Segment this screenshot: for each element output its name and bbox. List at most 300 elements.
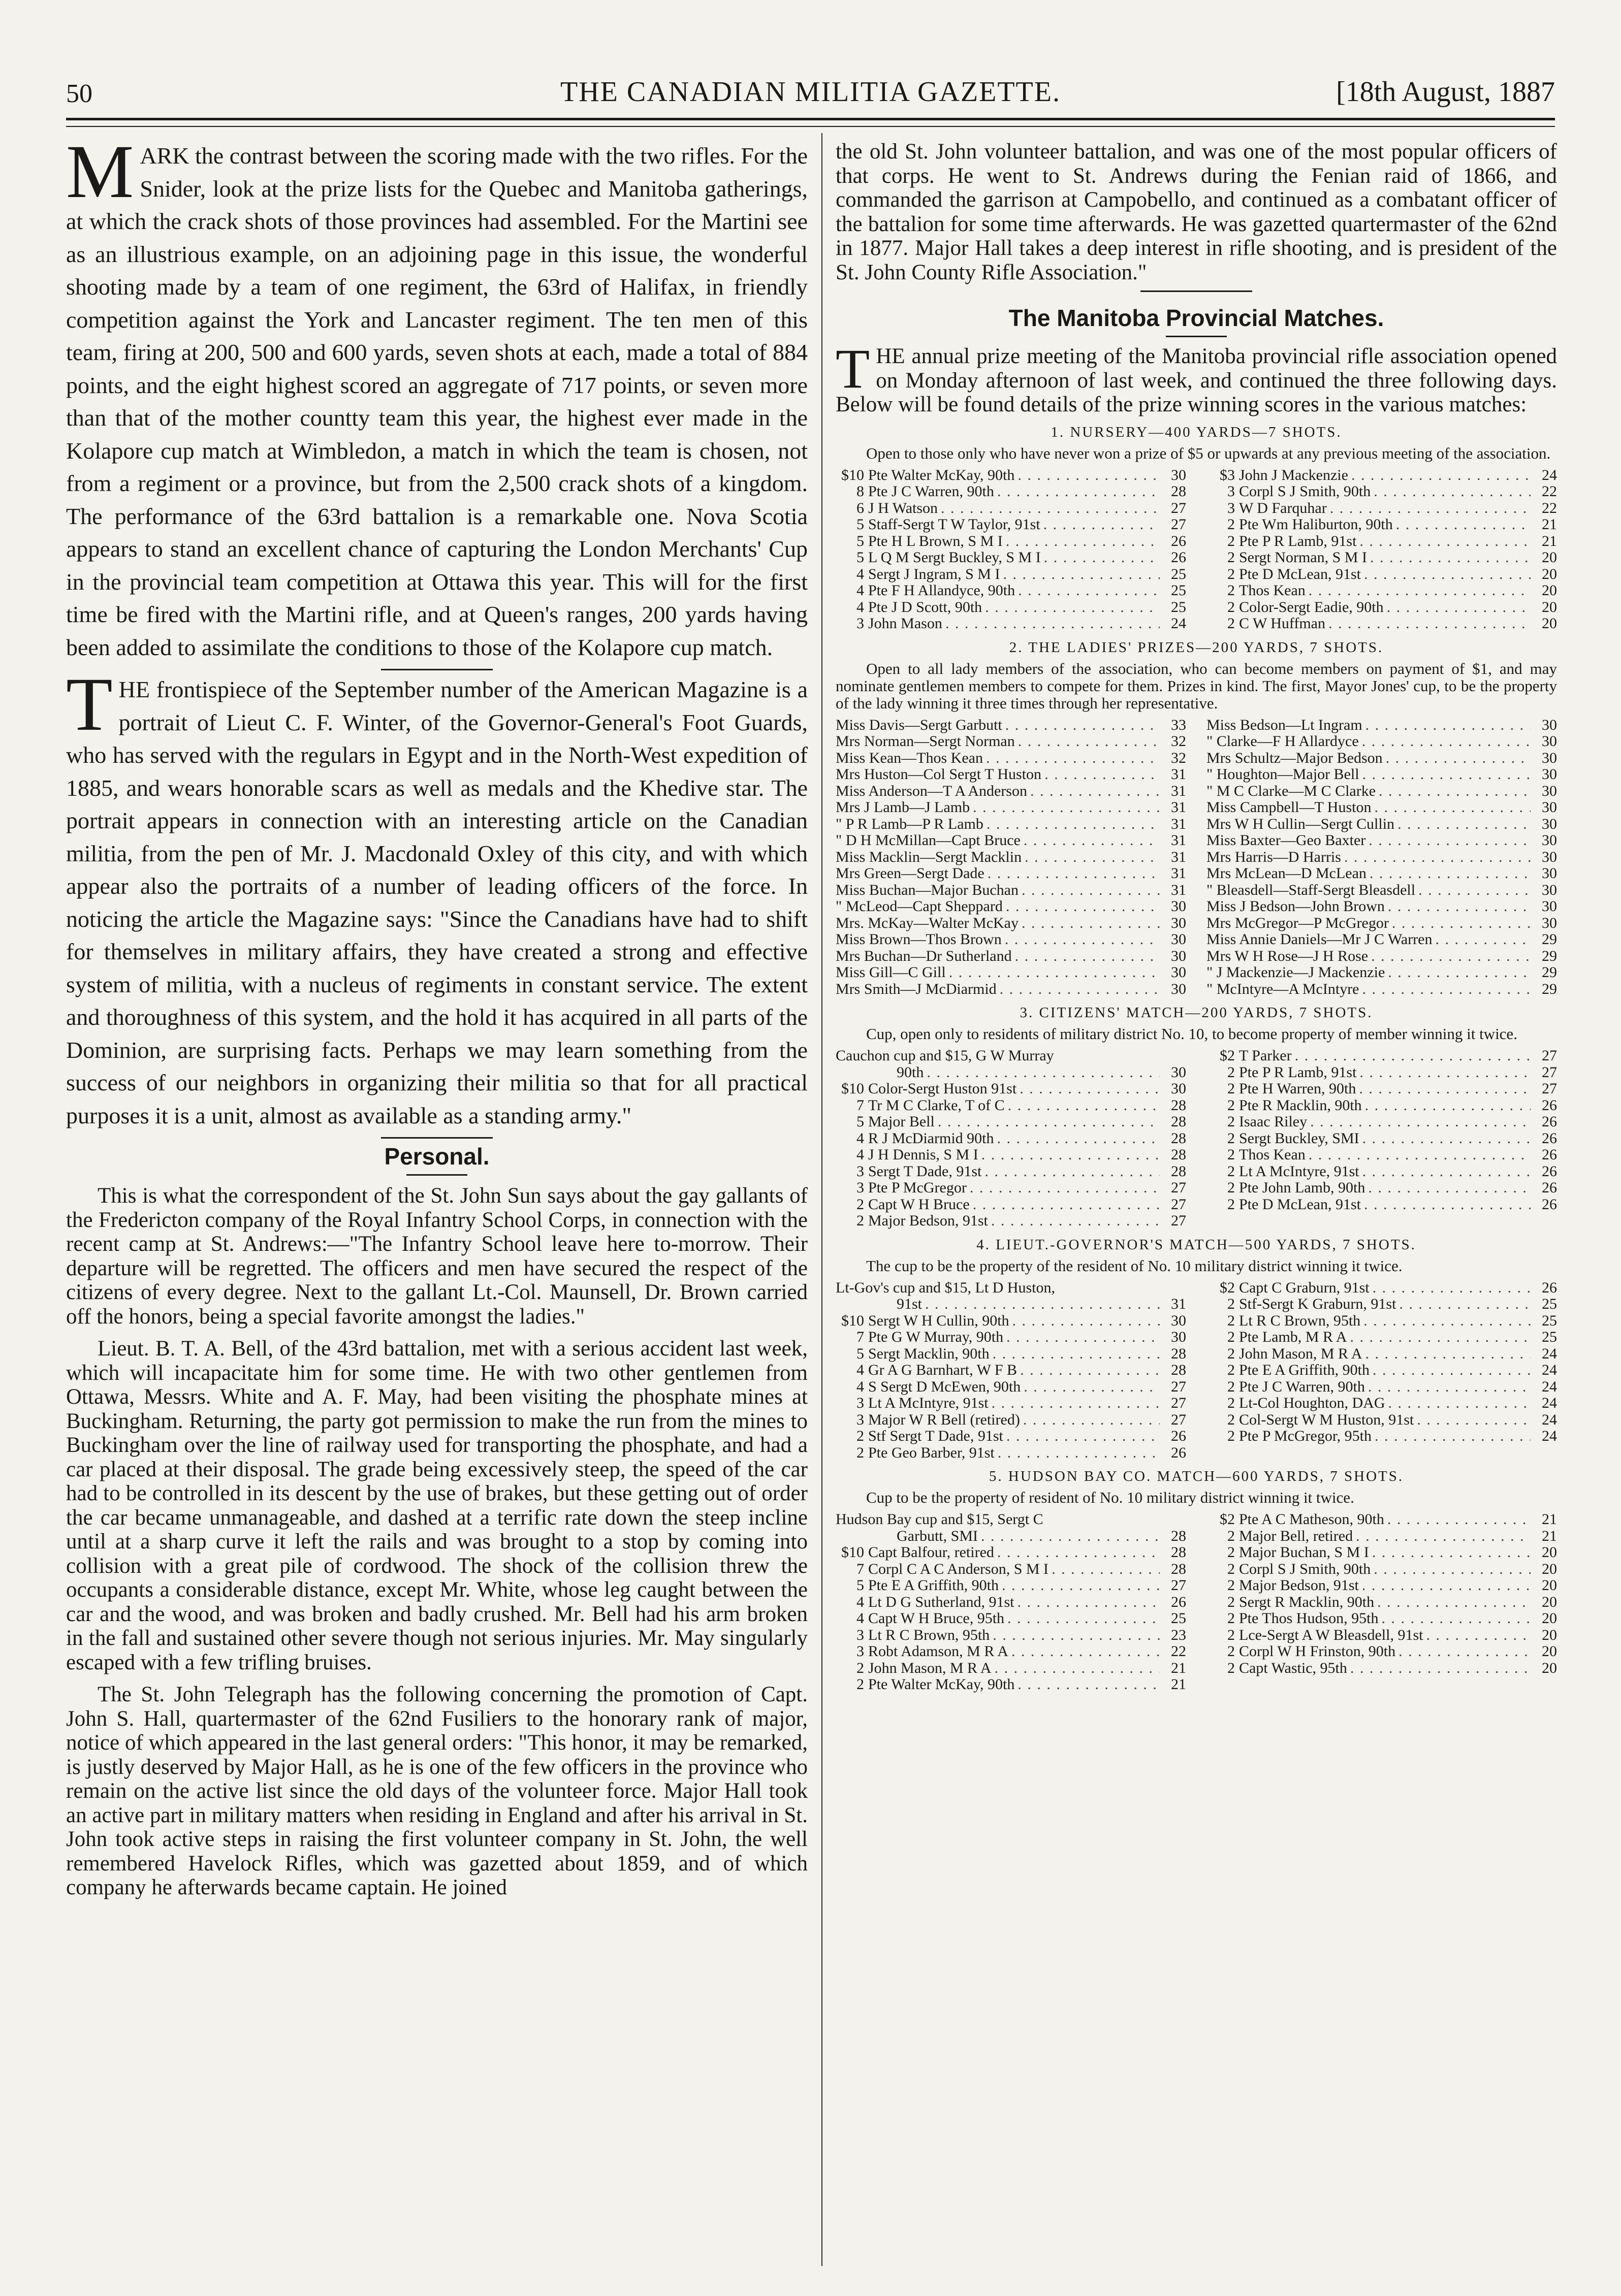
section-rule (1166, 336, 1227, 337)
result-row (836, 1329, 1186, 1346)
leader-dots (1362, 1163, 1531, 1180)
personal-hall-promotion: The St. John Telegraph has the following concerning the promotion of Capt. John S. Hall, quartermaster of the 62nd Fusiliers to the honorary rank of major, notice of which appeared in the last general orders: "This honor, it may be remarked, is justly deserved by Major Hall, as he is one of the few officers in the province who remain on the active list since the old days of the volunteer force. Major Hall took an active part in military matters when residing in England and after his arrival in St. John took active steps in raising the first volunteer company in St. John, the well remembered Havelock Rifles, which was gazetted about 1859, and of which company he afterwards became captain. He joined (66, 1683, 808, 1899)
leader-dots (1417, 1412, 1531, 1429)
editorial-magazine: THE frontispiece of the September number of the American Magazine is a portrait of Lieut C. F. Winter, of the Governor-General's Foot Guards, who has served with the regulars in Egypt and in the North-West expedition of 1885, and wears honorable scars as well as medals and the Khedive star. The portrait appears in connection with an interesting article on the Canadian militia, from the pen of Mr. J. Macdonald Oxley of this city, and with which appear also the portraits of a number of leading officers of the force. In noticing the article the Magazine says: "Since the Canadians have had to shift for themselves in military affairs, they have created a strong and effective system of militia, with a nucleus of regiments in constant service. The extent and thoroughness of this system, and the hold it has acquired in all parts of the Dominion, are surprising facts. Perhaps we may learn something from the success of our neighbors in organizing their militia so that for all practical purposes it is a unit, almost as available as a standing army." (66, 662, 808, 1128)
match-1-desc: Open to those only who have never won a prize of $5 or upwards at any previous meeting of the association. (866, 444, 1551, 462)
score: 24 (1542, 1428, 1557, 1444)
leader-dots (1374, 483, 1531, 500)
results-left (836, 1048, 1186, 1230)
leader-dots (1387, 599, 1531, 616)
score: 31 (1171, 865, 1186, 882)
prize-amount: 2 (1227, 1080, 1235, 1097)
leader-dots (970, 1180, 1160, 1196)
result-row (836, 1097, 1186, 1114)
leader-dots (1364, 1196, 1531, 1213)
prize-amount: 5 (856, 1113, 864, 1130)
prize-amount: 3 (856, 1162, 864, 1180)
result-row: Garbutt, SMI . . . 28 (836, 1528, 1186, 1545)
prize-amount: 6 (856, 499, 864, 516)
competitor-name: Mrs McLean—D McLean (1206, 865, 1366, 882)
result-row (836, 948, 1186, 965)
score: 24 (1542, 1378, 1557, 1395)
result-row (1206, 799, 1557, 816)
result-row (1206, 467, 1557, 484)
prize-amount: 3 (856, 1626, 864, 1643)
result-row (1206, 948, 1557, 965)
leader-dots (1005, 717, 1160, 734)
score: 27 (1542, 1047, 1557, 1064)
score: 28 (1171, 1113, 1186, 1130)
result-row (836, 1561, 1186, 1578)
prize-amount: 2 (1227, 1179, 1235, 1196)
score: 27 (1171, 1411, 1186, 1428)
leader-dots (987, 816, 1160, 833)
leader-dots (1008, 1097, 1160, 1114)
score: 22 (1171, 1643, 1186, 1660)
leader-dots (1388, 898, 1531, 915)
section-rule (1140, 290, 1252, 292)
competitor-name: " Clarke—F H Allardyce (1206, 733, 1359, 750)
competitor-name: Mrs J Lamb—J Lamb (836, 799, 970, 816)
result-row (1206, 1511, 1557, 1528)
result-row (1206, 882, 1557, 899)
leader-dots (1000, 981, 1160, 998)
score: 28 (1171, 1362, 1186, 1378)
score: 27 (1171, 1212, 1186, 1229)
competitor-name: Pte H Warren, 90th (1239, 1080, 1356, 1097)
result-row (836, 1445, 1186, 1462)
leader-dots (1044, 766, 1160, 783)
competitor-name: Major W R Bell (retired) (868, 1411, 1020, 1428)
leader-dots (973, 799, 1160, 816)
leader-dots (991, 1213, 1160, 1230)
score: 23 (1171, 1626, 1186, 1643)
score: 24 (1171, 615, 1186, 632)
result-row (836, 783, 1186, 800)
result-row (1206, 931, 1557, 948)
leader-dots (1373, 1362, 1531, 1379)
competitor-name: Major Buchan, S M I (1239, 1544, 1369, 1561)
competitor-name: Corpl S J Smith, 90th (1239, 1560, 1371, 1577)
score: 31 (1171, 782, 1186, 799)
result-row (836, 1676, 1186, 1693)
result-row (836, 1114, 1186, 1130)
prize-amount: 4 (856, 582, 864, 599)
competitor-name: " McLeod—Capt Sheppard (836, 898, 1003, 915)
leader-dots (1309, 1147, 1531, 1163)
result-row (1206, 1528, 1557, 1545)
prize-amount: 2 (1227, 565, 1235, 583)
competitor-name: Pte J C Warren, 90th (868, 483, 994, 500)
left-column (66, 130, 808, 1900)
competitor-name: Miss Davis—Sergt Garbutt (836, 716, 1002, 733)
competitor-name: Pte Walter McKay, 90th (868, 1676, 1015, 1693)
score: 33 (1171, 716, 1186, 733)
leader-dots (985, 599, 1160, 616)
leader-dots (1387, 1511, 1531, 1528)
score: 26 (1542, 1195, 1557, 1213)
result-row (836, 898, 1186, 915)
section-rule (406, 1174, 467, 1176)
prize-amount: 7 (856, 1560, 864, 1577)
competitor-name: John Mason, M R A (868, 1659, 992, 1676)
leader-dots (1011, 1643, 1160, 1660)
leader-dots (1018, 1676, 1160, 1693)
score: 20 (1542, 1659, 1557, 1676)
competitor-name: Sergt W H Cullin, 90th (868, 1312, 1009, 1329)
result-row (1206, 1379, 1557, 1396)
competitor-name: Major Bedson, 91st (1239, 1577, 1359, 1594)
prize-amount: 5 (856, 549, 864, 566)
competitor-name: Sergt Norman, S M I (1239, 549, 1367, 566)
prize-amount: 3 (856, 1643, 864, 1660)
score: 26 (1542, 1113, 1557, 1130)
competitor-name: Pte Lamb, M R A (1239, 1329, 1347, 1345)
results-left (836, 717, 1186, 998)
competitor-name: Lt R C Brown, 95th (1239, 1312, 1361, 1329)
score: 25 (1171, 1610, 1186, 1627)
leader-dots (1418, 882, 1531, 899)
score: 30 (1542, 898, 1557, 915)
result-row (836, 1180, 1186, 1196)
personal-infantry-school: This is what the correspondent of the St. John Sun says about the gay gallants of the Fredericton company of the Royal Infantry School Corps, in connection with the recent camp at St. Andrews:—"The Infantry School leave here to-morrow. Their departure will be regretted. The officers and men have secured the respect of the citizens of every degree. Next to the gallant Lt.-Col. Maunsell, Dr. Brown carried off the honors, being a special favorite amongst the ladies." (66, 1184, 808, 1329)
competitor-name: Pte R Macklin, 90th (1239, 1096, 1362, 1114)
leader-dots (945, 616, 1160, 632)
competitor-name: Mrs Green—Sergt Dade (836, 865, 984, 882)
leader-dots (1362, 981, 1531, 998)
leader-dots (1012, 1313, 1160, 1330)
result-row (836, 1610, 1186, 1627)
result-row (1206, 1163, 1557, 1180)
competitor-name: Mrs Norman—Sergt Norman (836, 733, 1015, 750)
result-row: Cauchon cup and $15, G W Murray (836, 1047, 1054, 1064)
column-divider (821, 133, 822, 2266)
drop-cap: M (66, 130, 134, 214)
competitor-name: Major Bedson, 91st (868, 1212, 988, 1229)
score: 25 (1542, 1329, 1557, 1345)
result-row (836, 733, 1186, 750)
issue-date: [18th August, 1887 (1336, 76, 1555, 108)
competitor-name: S Sergt D McEwen, 90th (868, 1378, 1021, 1395)
competitor-name: Miss J Bedson—John Brown (1206, 898, 1385, 915)
result-row (836, 599, 1186, 616)
competitor-name: Color-Sergt Eadie, 90th (1239, 598, 1384, 616)
score: 20 (1542, 615, 1557, 632)
leader-dots (993, 1627, 1160, 1644)
competitor-name: John Mason, M R A (1239, 1345, 1362, 1362)
page-number: 50 (66, 79, 92, 108)
leader-dots (1359, 533, 1531, 550)
result-row: 91st . . . 31 (836, 1296, 1186, 1313)
competitor-name: Stf Sergt T Dade, 91st (868, 1428, 1003, 1444)
score: 25 (1171, 565, 1186, 583)
result-row (836, 1163, 1186, 1180)
result-row (1206, 1329, 1557, 1346)
prize-amount: 3 (1227, 483, 1235, 500)
competitor-name: " Houghton—Major Bell (1206, 766, 1359, 783)
results-right (1206, 1511, 1557, 1693)
leader-dots (1386, 750, 1531, 767)
result-row (836, 1395, 1186, 1412)
match-2-desc: Open to all lady members of the association, who can become members on payment of $1, and may nominate gentlemen members to compete for them. Prizes in kind. The first, Mayor Jones' cup, to be the property of the lady winning it three times through her representative. (836, 659, 1557, 712)
result-row (1206, 599, 1557, 616)
leader-dots (1371, 948, 1531, 965)
result-row (836, 1412, 1186, 1429)
score: 30 (1542, 799, 1557, 816)
prize-amount: 4 (856, 1129, 864, 1147)
score: 30 (1542, 848, 1557, 865)
leader-dots (1356, 1528, 1531, 1545)
leader-dots (1043, 516, 1160, 533)
competitor-name: " M C Clarke—M C Clarke (1206, 782, 1376, 799)
prize-amount: 2 (1227, 1643, 1235, 1660)
prize-amount: 2 (1227, 1195, 1235, 1213)
score: 24 (1542, 466, 1557, 483)
score: 29 (1542, 980, 1557, 997)
score: 20 (1542, 1577, 1557, 1594)
competitor-name: Lce-Sergt A W Bleasdell, 91st (1239, 1626, 1423, 1643)
leader-dots (986, 750, 1160, 767)
result-row (1206, 1147, 1557, 1163)
result-row (1206, 583, 1557, 599)
result-row (836, 566, 1186, 583)
leader-dots (1398, 1643, 1531, 1660)
leader-dots (1002, 1577, 1160, 1594)
result-row (836, 1660, 1186, 1677)
header-rule-thick (66, 118, 1555, 120)
match-4-title: 4. LIEUT.-GOVERNOR'S MATCH—500 YARDS, 7 SHOTS. (976, 1236, 1416, 1253)
leader-dots (1310, 1114, 1531, 1130)
result-row (1206, 1346, 1557, 1363)
result-row (836, 616, 1186, 632)
result-row (1206, 733, 1557, 750)
prize-amount: 2 (1227, 1063, 1235, 1081)
result-row (1206, 516, 1557, 533)
leader-dots (941, 500, 1160, 517)
leader-dots (1018, 583, 1160, 599)
score: 30 (1542, 716, 1557, 733)
leader-dots (1369, 832, 1531, 849)
prize-amount: 2 (1227, 1577, 1235, 1594)
result-row (836, 1428, 1186, 1445)
competitor-name: Mrs Harris—D Harris (1206, 848, 1341, 865)
section-rule (381, 1137, 493, 1139)
result-row (1206, 1362, 1557, 1379)
leader-dots (1006, 1329, 1160, 1346)
result-row (836, 483, 1186, 500)
leader-dots (1399, 1296, 1531, 1313)
competitor-name: Pte F H Allandyce, 90th (868, 582, 1015, 599)
prize-amount: 2 (1227, 1113, 1235, 1130)
score: 26 (1542, 1279, 1557, 1296)
prize-amount: 3 (856, 1179, 864, 1196)
result-row (836, 799, 1186, 816)
score: 25 (1542, 1312, 1557, 1329)
prize-amount: 2 (1227, 532, 1235, 549)
score: 21 (1542, 532, 1557, 549)
result-row (836, 1130, 1186, 1147)
prize-amount: 2 (856, 1428, 864, 1444)
result-row (1206, 1196, 1557, 1213)
result-row (1206, 533, 1557, 550)
score: 31 (1171, 799, 1186, 816)
score: 21 (1542, 1527, 1557, 1544)
prize-amount: 2 (1227, 1129, 1235, 1147)
prize-amount: $2 (1220, 1047, 1235, 1064)
prize-amount: 2 (856, 1659, 864, 1676)
leader-dots (981, 1147, 1160, 1163)
score: 27 (1171, 1395, 1186, 1411)
score: 31 (1171, 881, 1186, 898)
competitor-name: Tr M C Clarke, T of C (868, 1096, 1005, 1114)
leader-dots (984, 1163, 1160, 1180)
leader-dots (993, 1346, 1160, 1363)
score: 30 (1171, 1312, 1186, 1329)
prize-amount: 2 (1227, 1146, 1235, 1163)
competitor-name: R J McDiarmid 90th (868, 1129, 994, 1147)
competitor-name: Robt Adamson, M R A (868, 1643, 1008, 1660)
result-row (836, 1213, 1186, 1230)
result-row (1206, 750, 1557, 767)
results-right (1206, 717, 1557, 998)
competitor-name: Isaac Riley (1239, 1113, 1308, 1130)
competitor-name: C W Huffman (1239, 615, 1325, 632)
competitor-name: Sergt R Macklin, 90th (1239, 1593, 1375, 1610)
prize-amount: $3 (1220, 466, 1235, 483)
result-row (1206, 1130, 1557, 1147)
leader-dots (1018, 467, 1160, 484)
leader-dots (1006, 533, 1160, 550)
leader-dots (1362, 766, 1531, 783)
score: 30 (1171, 947, 1186, 964)
result-row (836, 1627, 1186, 1644)
score: 26 (1171, 532, 1186, 549)
score: 20 (1542, 1593, 1557, 1610)
leader-dots (1359, 1081, 1531, 1097)
prize-amount: 5 (856, 516, 864, 533)
prize-amount: 2 (1227, 1096, 1235, 1114)
section-rule (381, 669, 493, 670)
results-right (1206, 467, 1557, 632)
leader-dots (1024, 832, 1160, 849)
competitor-name: Corpl W H Frinston, 90th (1239, 1643, 1396, 1660)
leader-dots (1362, 1130, 1531, 1147)
leader-dots (1018, 733, 1160, 750)
leader-dots (1370, 865, 1531, 882)
prize-amount: 2 (856, 1212, 864, 1229)
score: 31 (1171, 815, 1186, 832)
result-row (1206, 1610, 1557, 1627)
result-row (836, 849, 1186, 866)
score: 21 (1171, 1676, 1186, 1693)
leader-dots (1368, 1180, 1531, 1196)
result-row (1206, 964, 1557, 981)
leader-dots (1003, 566, 1160, 583)
result-row (836, 1196, 1186, 1213)
leader-dots (1365, 717, 1531, 734)
prize-amount: 3 (1227, 499, 1235, 516)
prize-amount: 7 (856, 1096, 864, 1114)
leader-dots (1020, 1362, 1160, 1379)
result-row (836, 500, 1186, 517)
leader-dots (1388, 964, 1531, 981)
result-row (836, 882, 1186, 899)
right-column (836, 140, 1557, 1693)
score: 26 (1542, 1179, 1557, 1196)
competitor-name: Miss Baxter—Geo Baxter (1206, 832, 1366, 849)
editorial-rifles: MARK the contrast between the scoring made with the two rifles. For the Snider, look at the prize lists for the Quebec and Manitoba gatherings, at which the crack shots of those provinces had assembled. For the Martini see as an illustrious example, on an adjoining page in this issue, the wonderful shooting made by a team of one regiment, the 63rd of Halifax, in friendly competition against the York and Lancaster regiment. The ten men of this team, firing at 200, 500 and 600 yards, seven shots at each, made a total of 884 points, and the eight highest scored an aggregate of 717 points, or seven more than that of the mother countty team this year, the highest ever made in the Kolapore cup match at Wimbledon, a match in which the team is chosen, not from a regiment or a province, but from the 2,500 crack shots of a kingdom. The performance of the 63rd battalion is a remarkable one. Nova Scotia appears to stand an excellent chance of capturing the London Merchants' Cup in the provincial team competition at Ottawa this year. This will for the first time be fired with the Martini rifle, and at Queen's ranges, 200 yards having been added to assimilate the conditions to those of the Kolapore cup match. (66, 130, 808, 660)
leader-dots (1370, 549, 1531, 566)
prize-amount: 2 (1227, 1560, 1235, 1577)
leader-dots (1365, 1346, 1531, 1363)
leader-dots (1363, 1313, 1531, 1330)
score: 26 (1171, 1444, 1186, 1461)
score: 27 (1171, 499, 1186, 516)
score: 26 (1542, 1146, 1557, 1163)
match-2-title: 2. THE LADIES' PRIZES—200 YARDS, 7 SHOTS. (1009, 639, 1384, 656)
score: 28 (1171, 1162, 1186, 1180)
competitor-name: Miss Kean—Thos Kean (836, 749, 983, 766)
leader-dots (1436, 931, 1531, 948)
leader-dots (992, 1395, 1160, 1412)
leader-dots (1375, 1428, 1531, 1445)
result-row (1206, 1577, 1557, 1594)
competitor-name: Mrs W H Rose—J H Rose (1206, 947, 1369, 964)
prize-amount: 2 (1227, 1378, 1235, 1395)
competitor-name: Capt Balfour, retired (868, 1544, 994, 1561)
competitor-name: J H Watson (868, 499, 938, 516)
score: 28 (1171, 1096, 1186, 1114)
score: 32 (1171, 733, 1186, 750)
competitor-name: Capt Wastic, 95th (1239, 1659, 1347, 1676)
score: 27 (1171, 1179, 1186, 1196)
competitor-name: Corpl C A C Anderson, S M I (868, 1560, 1049, 1577)
result-row (1206, 1313, 1557, 1330)
leader-dots (1295, 1048, 1531, 1064)
results-left (836, 1280, 1186, 1462)
leader-dots (1024, 1379, 1160, 1396)
result-row (836, 1362, 1186, 1379)
competitor-name: " J Mackenzie—J Mackenzie (1206, 964, 1385, 981)
result-row (1206, 1428, 1557, 1445)
competitor-name: Thos Kean (1239, 582, 1306, 599)
prize-amount: 2 (1227, 516, 1235, 533)
result-row (1206, 766, 1557, 783)
leader-dots (1344, 849, 1531, 866)
score: 27 (1171, 516, 1186, 533)
leader-dots (1364, 566, 1531, 583)
leader-dots (1381, 1610, 1531, 1627)
prize-amount: 2 (1227, 1659, 1235, 1676)
score: 30 (1171, 914, 1186, 931)
competitor-name: John J Mackenzie (1239, 466, 1348, 483)
score: 21 (1542, 1511, 1557, 1528)
leader-dots (1007, 1610, 1160, 1627)
result-row (836, 766, 1186, 783)
match-2-results (836, 717, 1557, 998)
competitor-name: Pte Geo Barber, 91st (868, 1444, 995, 1461)
result-row (836, 1081, 1186, 1097)
result-row (1206, 566, 1557, 583)
competitor-name: " P R Lamb—P R Lamb (836, 815, 983, 832)
result-row (1206, 1064, 1557, 1081)
score: 21 (1542, 516, 1557, 533)
match-5-title: 5. HUDSON BAY CO. MATCH—600 YARDS, 7 SHOTS. (989, 1468, 1404, 1484)
prize-amount: 5 (856, 1345, 864, 1362)
competitor-name: Pte P McGregor (868, 1179, 967, 1196)
result-row (1206, 981, 1557, 998)
competitor-name: Miss Buchan—Major Buchan (836, 881, 1019, 898)
